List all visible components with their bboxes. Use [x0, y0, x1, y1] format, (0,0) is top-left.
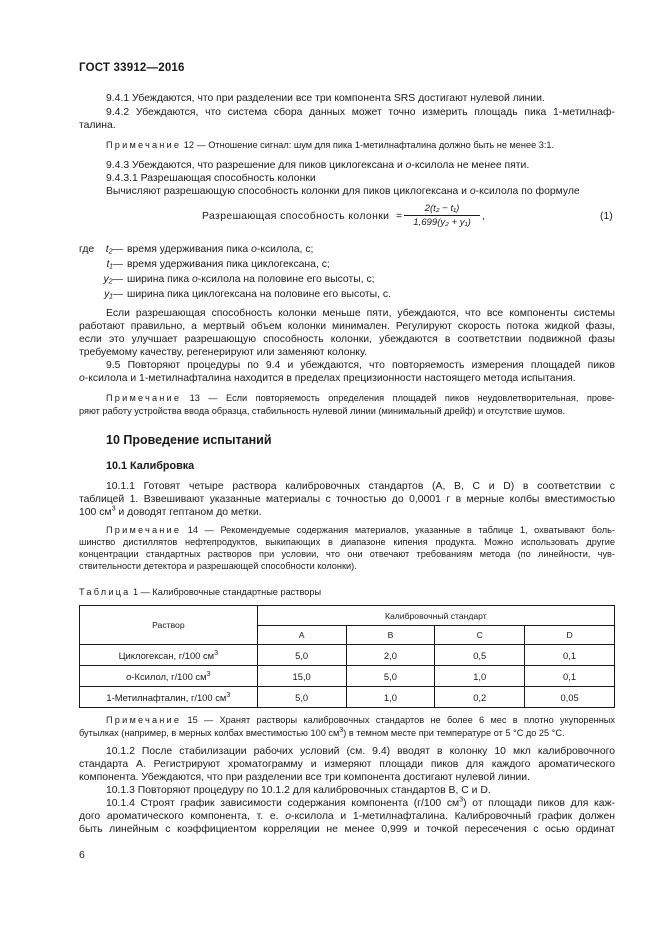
text: -ксилола и 1-метилнафталина. Калибровочный график должен: [291, 811, 615, 822]
note-15-text: 15 — Хранят растворы калибровочных стандартов не более 6 мес в плотно укупоренных: [187, 715, 615, 725]
calibration-table: [79, 605, 615, 708]
para-9-4-2-text: 9.4.2 Убеждаются, что система сбора данных может точно измерить площадь пика 1-метилнаф-: [106, 107, 615, 118]
formula-equals: =: [396, 211, 403, 222]
cell: 1,0: [346, 687, 435, 708]
row-name-text: 1-Метилнафталин, г/100 см: [106, 691, 227, 703]
note-13-text: Если повторяемость определения площадей пиков неудовлетворительная, прове-: [226, 393, 615, 403]
italic: о: [79, 373, 85, 384]
where-symbol: y₁—: [104, 289, 123, 300]
cell: 0,1: [525, 666, 615, 687]
note-13-label: Примечание: [106, 393, 182, 403]
note-15-l2: [79, 724, 565, 740]
row-name: [80, 687, 258, 708]
note-13-num: 13 —: [189, 393, 218, 403]
cell: 5,0: [346, 666, 435, 687]
header-col: B: [346, 626, 435, 645]
cell: 1,0: [435, 666, 525, 687]
table-row: [80, 645, 615, 666]
subsection-10-1-title: 10.1 Калибровка: [106, 460, 195, 472]
note-14-l4: ствительности детектора и разрешающей способности колонки).: [79, 561, 357, 571]
calc-intro-italic: о: [469, 186, 476, 197]
para-10-1-2-l1: [79, 745, 615, 758]
table-1-caption: [79, 586, 321, 599]
note-15-label: Примечание: [106, 715, 182, 725]
para-9-4-3-1: 9.4.3.1 Разрешающая способность колонки: [106, 173, 316, 184]
note-12-label: Примечание: [106, 140, 182, 150]
text: ) в темном месте при температуре от 5 °С до 25 °С.: [343, 728, 565, 738]
superscript: 3: [214, 647, 219, 657]
section-10-title: 10 Проведение испытаний: [106, 433, 272, 447]
note-13-l2: ряют работу устройства ввода образца, стабильность нулевой линии (минимальный дрейф) и отсутствие шумов.: [79, 406, 566, 416]
note-13-l1: [79, 392, 615, 405]
para-9-5-l1: [79, 359, 615, 372]
page-number: 6: [79, 850, 85, 861]
note-14-label: Примечание: [106, 525, 182, 535]
para-resolution-l2: работают правильно, а мертвый объем колонки минимален. Регулируют скорость потока жидкой фазы,: [79, 321, 615, 332]
para-resolution-l4: требуемому качеству, регенерируют или заменяют колонку.: [79, 347, 368, 358]
cell: 0,5: [435, 645, 525, 666]
para-10-1-1-l3: [79, 503, 262, 519]
cell: 2,0: [346, 645, 435, 666]
where-italic: о: [251, 244, 257, 255]
para-10-1-1-l2: таблицей 1. Взвешивают указанные материалы с точностью до 0,0001 г в мерные колбы вместимостью: [79, 494, 615, 505]
para-resolution-l1: [79, 307, 615, 320]
row-name: [80, 666, 258, 687]
formula-fraction: [404, 203, 480, 228]
cell: 0,05: [525, 687, 615, 708]
where-tail: -ксилола на половине его высоты, с;: [197, 274, 375, 285]
italic: о: [285, 811, 291, 822]
note-15-l1: [79, 714, 615, 727]
para-9-4-2-line2: талина.: [79, 120, 116, 131]
formula-comma: ,: [482, 211, 485, 222]
calc-intro-a: Вычисляют разрешающую способность колонки для пиков циклогексана и: [106, 186, 470, 197]
where-italic: о: [192, 274, 198, 285]
header-col: C: [435, 626, 525, 645]
header-col: D: [525, 626, 615, 645]
text: 100 см: [79, 507, 112, 518]
caption-text: 1 — Калибровочные стандартные растворы: [133, 587, 322, 597]
note-14-l3: концентрации стандартных растворов при условии, что они отвечают требованиям метода (по линейности, чув-: [79, 549, 615, 559]
header-standard: Калибровочный стандарт: [257, 606, 614, 626]
where-intro: где: [79, 244, 95, 255]
superscript: 3: [111, 503, 116, 513]
note-14-text: 14 — Рекомендуемые содержания материалов, указанные в таблице 1, охватывают боль-: [187, 525, 615, 535]
superscript: 3: [459, 794, 464, 804]
table-row: [80, 687, 615, 708]
para-9-4-3-b: -ксилола не менее пяти.: [411, 160, 530, 171]
text: 10.1.1 Готовят четыре раствора калибровочных стандартов (А, B, C и D) в соответствии с: [106, 481, 615, 492]
where-text: время удерживания пика: [127, 244, 252, 255]
text: 10.1.4 Строят график зависимости содержания компонента (г/100 см: [106, 798, 460, 809]
formula-resolution: [0, 200, 661, 240]
note-12-text: 12 — Отношение сигнал: шум для пика 1-метилнафталина должно быть не менее 3:1.: [183, 140, 555, 150]
where-text: ширина пика: [127, 274, 192, 285]
superscript: 3: [206, 668, 211, 678]
row-name: [80, 645, 258, 666]
text: Если разрешающая способность колонки меньше пяти, убеждаются, что все компоненты системы: [106, 308, 615, 319]
note-14-l2: шинство дистиллятов нефтепродуктов, выкипающих в диапазоне кипения продукта. Можно использовать другие: [79, 537, 615, 547]
cell: 0,1: [525, 645, 615, 666]
where-symbol: t₂—: [105, 244, 123, 255]
row-name-text: -Ксилол, г/100 см: [131, 670, 207, 682]
note-12: [106, 139, 554, 152]
formula-number: (1): [600, 211, 613, 222]
superscript: 3: [226, 689, 231, 699]
text: 10.1.2 После стабилизации рабочих условий (см. 9.4) вводят в колонку 10 мкл калибровочного: [106, 746, 615, 757]
italic: о: [126, 670, 132, 682]
para-resolution-l3: если это улучшает разрешающую способность колонки, убеждаются в соответствии подвижной фазы: [79, 334, 615, 345]
cell: 5,0: [257, 687, 346, 708]
para-9-4-3-italic: о: [405, 160, 412, 171]
para-calc-intro: [106, 185, 580, 198]
text: дого ароматического компонента, т. е.: [79, 811, 286, 822]
cell: 5,0: [257, 645, 346, 666]
where-symbol: t₁—: [106, 259, 123, 270]
cell: 0,2: [435, 687, 525, 708]
para-9-5-l2: [79, 372, 576, 385]
header-col: A: [257, 626, 346, 645]
header-solution: Раствор: [80, 606, 258, 645]
table-row: [80, 666, 615, 687]
where-tail: -ксилола, с;: [256, 244, 314, 255]
superscript: 3: [339, 724, 344, 734]
calc-intro-b: -ксилола по формуле: [475, 186, 580, 197]
text: и доводят гептаном до метки.: [115, 507, 262, 518]
text: ) от площади пиков для каж-: [463, 798, 615, 809]
para-10-1-4-l2: [79, 810, 615, 823]
where-text: ширина пика циклогексана на половине его высоты, с.: [127, 289, 391, 300]
table-header-row: [80, 606, 615, 626]
formula-denominator: 1,699(y₂ + y₁): [413, 217, 471, 228]
where-symbol: y₂—: [103, 274, 123, 285]
formula-label: Разрешающая способность колонки: [202, 211, 390, 222]
formula-numerator: 2(t₂ − t₁): [404, 203, 480, 216]
text: бутылках (например, в мерных колбах вместимостью 100 см: [79, 728, 340, 738]
where-text: время удерживания пика циклогексана, с;: [127, 259, 330, 270]
para-9-4-3-a: 9.4.3 Убеждаются, что разрешение для пиков циклогексана и: [106, 160, 406, 171]
text: 9.5 Повторяют процедуры по 9.4 и убеждаются, что повторяемость измерения площадей пиков: [106, 360, 615, 371]
caption-label: Таблица: [79, 587, 131, 597]
row-name-text: Циклогексан, г/100 см: [118, 649, 215, 661]
para-9-4-3: [106, 159, 529, 172]
para-10-1-2-l3: компонента. Убеждаются, что при разделении все три компонента достигают нулевой линии.: [79, 772, 530, 783]
cell: 15,0: [257, 666, 346, 687]
para-10-1-1-l1: [79, 480, 615, 493]
para-10-1-2-l2: стандарта А. Регистрируют хроматограмму и измеряют площади пиков для каждого ароматического: [79, 759, 615, 770]
standard-header: ГОСТ 33912—2016: [79, 62, 185, 74]
para-9-4-2-line1: [79, 106, 615, 119]
para-10-1-4-l1: [79, 794, 615, 810]
para-9-4-1: 9.4.1 Убеждаются, что при разделении все три компонента SRS достигают нулевой линии.: [106, 93, 545, 104]
text: -ксилола и 1-метилнафталина находится в пределах прецизионности настоящего метода испытания.: [84, 373, 576, 384]
para-10-1-4-l3: быть линейным с коэффициентом корреляции не менее 0,999 и точкой пересечения с осью ординат: [79, 824, 615, 835]
para-10-1-3: 10.1.3 Повторяют процедуру по 10.1.2 для калибровочных стандартов B, C и D.: [106, 785, 491, 796]
